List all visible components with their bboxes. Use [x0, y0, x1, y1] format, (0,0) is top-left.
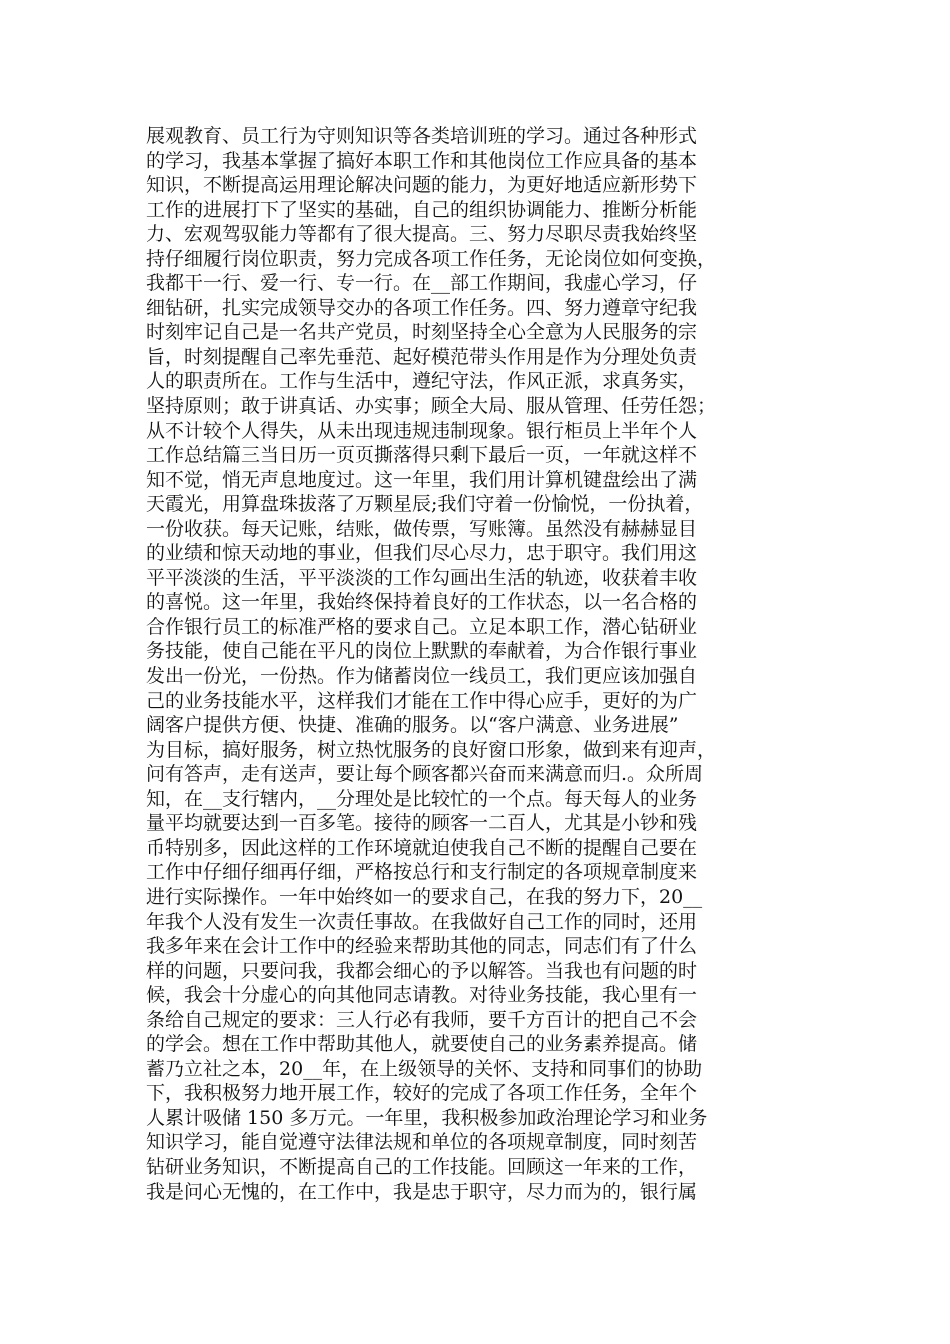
- text-line-19: 平平淡淡的生活，平平淡淡的工作勾画出生活的轨迹，收获着丰收: [146, 566, 698, 589]
- text-line-16: 天霞光，用算盘珠拔落了万颗星辰;我们守着一份愉悦，一份执着，: [146, 493, 704, 516]
- text-line-2: 的学习，我基本掌握了搞好本职工作和其他岗位工作应具备的基本: [146, 149, 698, 172]
- text-line-30: 币特别多，因此这样的工作环境就迫使我自己不断的提醒自己要在: [146, 836, 698, 859]
- text-line-28: 知，在__支行辖内，__分理处是比较忙的一个点。每天每人的业务: [146, 787, 698, 810]
- text-line-38: 的学会。想在工作中帮助其他人，就要使自己的业务素养提高。储: [146, 1033, 698, 1056]
- text-line-17: 一份收获。每天记账，结账，做传票，写账簿。虽然没有赫赫显目: [146, 517, 698, 540]
- text-line-35: 样的问题，只要问我，我都会细心的予以解答。当我也有问题的时: [146, 959, 698, 982]
- text-line-40: 下，我积极努力地开展工作，较好的完成了各项工作任务，全年个: [146, 1082, 698, 1105]
- text-line-34: 我多年来在会计工作中的经验来帮助其他的同志，同志们有了什么: [146, 935, 698, 958]
- text-line-31: 工作中仔细仔细再仔细，严格按总行和支行制定的各项规章制度来: [146, 861, 698, 884]
- text-line-23: 发出一份光，一份热。作为储蓄岗位一线员工，我们更应该加强自: [146, 665, 698, 688]
- text-line-37: 条给自己规定的要求：三人行必有我师，要千方百计的把自己不会: [146, 1008, 698, 1031]
- text-line-43: 钻研业务知识，不断提高自己的工作技能。回顾这一年来的工作，: [146, 1155, 698, 1178]
- text-line-6: 持仔细履行岗位职责，努力完成各项工作任务，无论岗位如何变换，: [146, 247, 717, 270]
- text-line-26: 为目标，搞好服务，树立热忱服务的良好窗口形象，做到来有迎声，: [146, 738, 717, 761]
- body-paragraph: [146, 124, 806, 1204]
- text-line-12: 坚持原则；敢于讲真话、办实事；顾全大局、服从管理、任劳任怨；: [146, 395, 717, 418]
- text-line-36: 候，我会十分虚心的向其他同志请教。对待业务技能，我心里有一: [146, 984, 698, 1007]
- text-line-27: 问有答声，走有送声，要让每个顾客都兴奋而来满意而归.。众所周: [146, 763, 704, 786]
- text-line-7: 我都干一行、爱一行、专一行。在__部工作期间，我虚心学习，仔: [146, 272, 698, 295]
- text-line-39: 蓄乃立社之本，20__年，在上级领导的关怀、支持和同事们的协助: [146, 1057, 703, 1080]
- text-line-41: 人累计吸储 150 多万元。一年里，我积极参加政治理论学习和业务: [146, 1106, 708, 1129]
- text-line-9: 时刻牢记自己是一名共产党员，时刻坚持全心全意为人民服务的宗: [146, 321, 698, 344]
- text-line-4: 工作的进展打下了坚实的基础，自己的组织协调能力、推断分析能: [146, 198, 698, 221]
- text-line-21: 合作银行员工的标准严格的要求自己。立足本职工作，潜心钻研业: [146, 615, 698, 638]
- text-line-42: 知识学习，能自觉遵守法律法规和单位的各项规章制度，同时刻苦: [146, 1131, 698, 1154]
- text-line-8: 细钻研，扎实完成领导交办的各项工作任务。四、努力遵章守纪我: [146, 296, 698, 319]
- text-line-1: 展观教育、员工行为守则知识等各类培训班的学习。通过各种形式: [146, 125, 698, 147]
- text-line-18: 的业绩和惊天动地的事业，但我们尽心尽力，忠于职守。我们用这: [146, 542, 698, 565]
- text-line-3: 知识，不断提高运用理论解决问题的能力，为更好地适应新形势下: [146, 174, 698, 197]
- text-line-20: 的喜悦。这一年里，我始终保持着良好的工作状态，以一名合格的: [146, 591, 698, 614]
- text-line-24: 己的业务技能水平，这样我们才能在工作中得心应手，更好的为广: [146, 689, 698, 712]
- text-line-22: 务技能，使自己能在平凡的岗位上默默的奉献着，为合作银行事业: [146, 640, 698, 663]
- text-line-15: 知不觉，悄无声息地度过。这一年里，我们用计算机键盘绘出了满: [146, 468, 698, 491]
- text-line-14: 工作总结篇三当日历一页页撕落得只剩下最后一页，一年就这样不: [146, 444, 698, 467]
- text-line-5: 力、宏观驾驭能力等都有了很大提高。三、努力尽职尽责我始终坚: [146, 223, 698, 246]
- text-line-13: 从不计较个人得失，从未出现违规违制现象。银行柜员上半年个人: [146, 419, 698, 442]
- text-line-32: 进行实际操作。一年中始终如一的要求自己，在我的努力下，20__: [146, 885, 703, 908]
- text-line-29: 量平均就要达到一百多笔。接待的顾客一二百人，尤其是小钞和残: [146, 812, 698, 835]
- text-line-25: 阔客户提供方便、快捷、准确的服务。以“客户满意、业务进展”: [146, 714, 679, 737]
- text-line-33: 年我个人没有发生一次责任事故。在我做好自己工作的同时，还用: [146, 910, 698, 933]
- text-line-44: 我是问心无愧的，在工作中，我是忠于职守，尽力而为的，银行属: [146, 1180, 698, 1203]
- text-line-10: 旨，时刻提醒自己率先垂范、起好模范带头作用是作为分理处负责: [146, 345, 698, 368]
- text-line-11: 人的职责所在。工作与生活中，遵纪守法，作风正派，求真务实，: [146, 370, 698, 393]
